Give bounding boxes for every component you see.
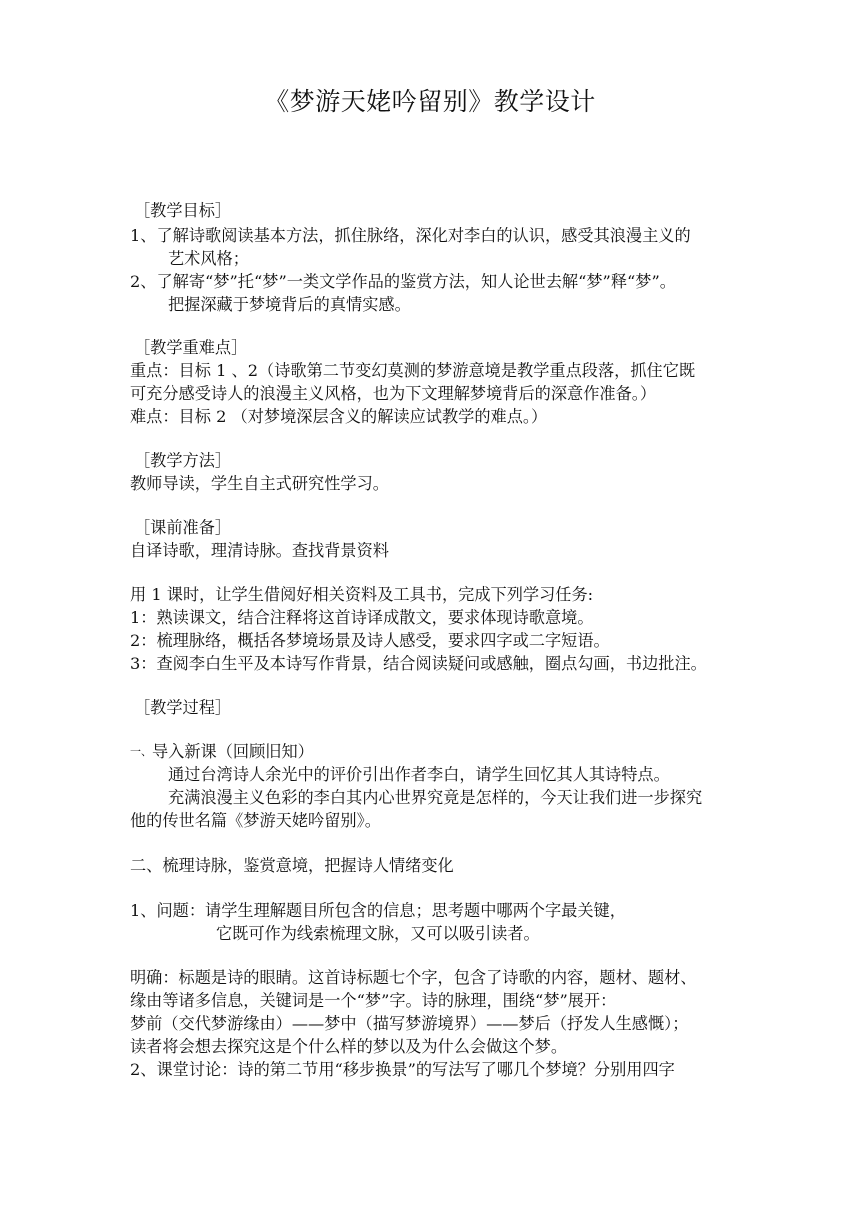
preparation-task-3: 3：查阅李白生平及本诗写作背景，结合阅读疑问或感触，圈点勾画，书边批注。 <box>130 654 707 673</box>
objective-1-line-2: 艺术风格； <box>168 249 249 268</box>
methods-line: 教师导读，学生自主式研究性学习。 <box>130 474 389 493</box>
key-points-heading: ［教学重难点］ <box>134 338 248 357</box>
question-1-line-1: 1、问题：请学生理解题目所包含的信息；思考题中哪两个字最关键， <box>130 901 626 920</box>
objective-2-line-1: 2、了解寄“梦”托“梦”一类文学作品的鉴赏方法，知人论世去解“梦”释“梦”。 <box>130 272 676 291</box>
key-point-line-1: 重点：目标 1 、2（诗歌第二节变幻莫测的梦游意境是教学重点段落，抓住它既 <box>130 361 696 380</box>
answer-1-line-2: 缘由等诸多信息，关键词是一个“梦”字。诗的脉理，围绕“梦”展开： <box>130 991 617 1010</box>
methods-heading: ［教学方法］ <box>134 451 232 470</box>
preparation-line-1: 自译诗歌，理清诗脉。查找背景资料 <box>130 541 389 560</box>
document-title: 《梦游天姥吟留别》教学设计 <box>264 87 596 116</box>
objective-2-line-2: 把握深藏于梦境背后的真情实感。 <box>168 295 411 314</box>
question-2-line-1: 2、课堂讨论：诗的第二节用“移步换景”的写法写了哪几个梦境？分别用四字 <box>130 1060 675 1079</box>
key-point-line-2: 可充分感受诗人的浪漫主义风格，也为下文理解梦境背后的深意作准备。） <box>130 384 657 403</box>
process-part-1-paragraph-2-line-2: 他的传世名篇《梦游天姥吟留别》。 <box>130 811 381 830</box>
process-part-1-title-text: 导入新课（回顾旧知） <box>152 742 314 761</box>
answer-1-line-3: 梦前（交代梦游缘由）——梦中（描写梦游境界）——梦后（抒发人生感慨）； <box>130 1014 689 1033</box>
process-part-1-title <box>130 741 314 763</box>
preparation-line-2: 用 1 课时，让学生借阅好相关资料及工具书，完成下列学习任务: <box>130 585 594 604</box>
preparation-heading: ［课前准备］ <box>134 518 232 537</box>
process-part-1-paragraph-1: 通过台湾诗人余光中的评价引出作者李白，请学生回忆其人其诗特点。 <box>168 765 670 784</box>
answer-1-line-4: 读者将会想去探究这是个什么样的梦以及为什么会做这个梦。 <box>130 1037 568 1056</box>
process-part-1-paragraph-2-line-1: 充满浪漫主义色彩的李白其内心世界究竟是怎样的，今天让我们进一步探究 <box>168 788 703 807</box>
process-heading: ［教学过程］ <box>134 698 232 717</box>
process-part-1-number: 一、 <box>130 745 152 758</box>
objectives-heading: ［教学目标］ <box>134 201 232 220</box>
objective-1-line-1: 1、了解诗歌阅读基本方法，抓住脉络，深化对李白的认识，感受其浪漫主义的 <box>130 226 691 245</box>
difficult-point-line: 难点：目标 2 （对梦境深层含义的解读应试教学的难点。） <box>130 407 548 426</box>
process-part-2-title: 二、梳理诗脉，鉴赏意境，把握诗人情绪变化 <box>130 856 454 875</box>
answer-1-line-1: 明确：标题是诗的眼睛。这首诗标题七个字，包含了诗歌的内容，题材、题材、 <box>130 968 697 987</box>
question-1-line-2: 它既可作为线索梳理文脉，又可以吸引读者。 <box>216 924 540 943</box>
preparation-task-1: 1：熟读课文，结合注释将这首诗译成散文，要求体现诗歌意境。 <box>130 608 594 627</box>
preparation-task-2: 2：梳理脉络，概括各梦境场景及诗人感受，要求四字或二字短语。 <box>130 631 610 650</box>
